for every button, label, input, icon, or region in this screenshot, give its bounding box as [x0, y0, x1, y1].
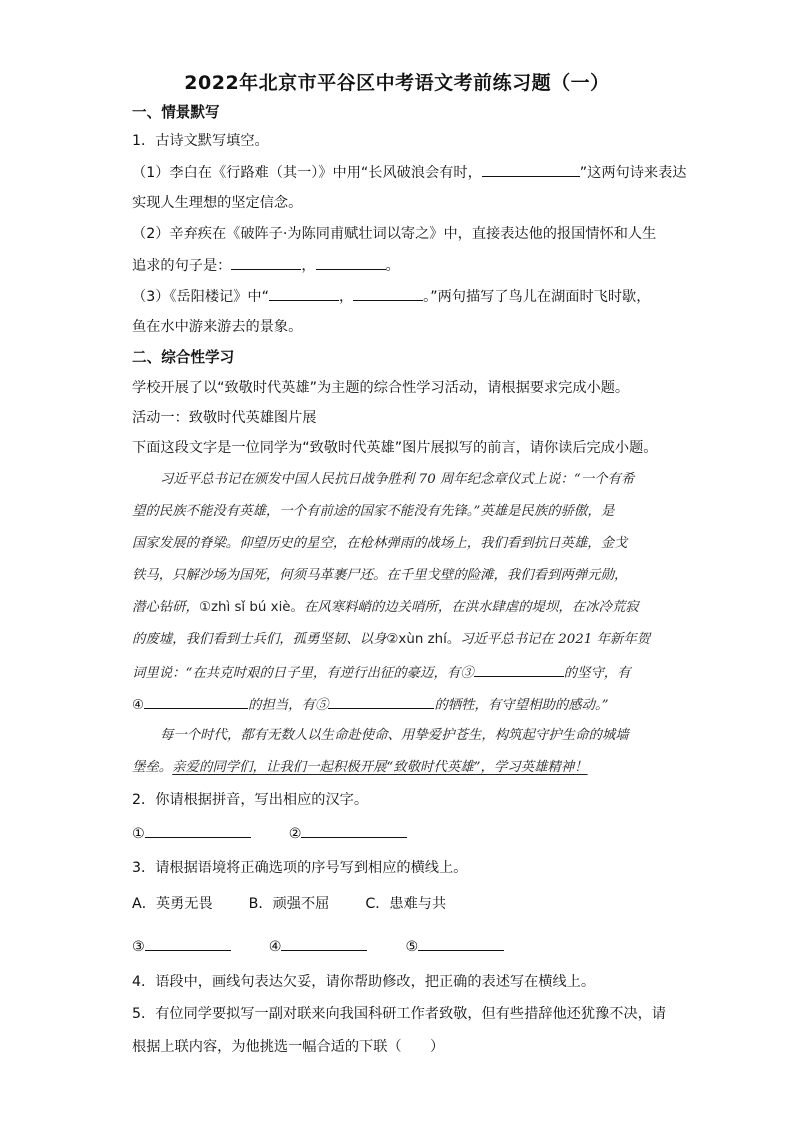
passage-text: 在风寒料峭的边关哨所，在洪水肆虐的堤坝，在冰冷荒寂 [303, 600, 639, 615]
q3-option-b: B．顽强不屈 [248, 896, 330, 912]
q1-part2-end: 。 [385, 258, 400, 274]
answer-blank[interactable] [316, 255, 386, 270]
q3-options [132, 894, 446, 914]
q3-answer-blank-5[interactable] [418, 936, 504, 951]
q1-part3-text-b: 。”两句描写了鸟儿在湖面时飞时歇， [423, 289, 651, 305]
answer-blank[interactable] [353, 286, 423, 301]
question-5-line2: 根据上联内容，为他挑选一幅合适的下联（ ） [132, 1039, 445, 1055]
passage-text: 习近平总书记在 2021 年新年贺 [460, 632, 651, 647]
passage-text: 的担当，有⑤ [248, 698, 329, 713]
passage-text: 的废墟，我们看到士兵们，孤勇坚韧、以身 [132, 632, 387, 647]
q1-part3-sep: ， [338, 289, 354, 305]
q1-part3-line1 [132, 286, 650, 307]
q1-part1-text-b: ”这两句诗来表达 [579, 165, 687, 181]
passage-line [132, 758, 588, 778]
section2-instruction: 下面这段文字是一位同学为“致敬时代英雄”图片展拟写的前言，请你读后完成小题。 [132, 440, 658, 456]
section-heading-2: 二、综合性学习 [132, 349, 235, 366]
passage-text: 堡垒。 [132, 760, 173, 775]
passage-line: 国家发展的脊梁。仰望历史的星空，在枪林弹雨的战场上，我们看到抗日英雄，金戈 [132, 536, 628, 551]
question-1: 1．古诗文默写填空。 [132, 133, 269, 149]
passage-text: 的牺牲，有守望相助的感动。” [434, 698, 609, 713]
q3-label-5: ⑤ [405, 939, 419, 955]
q3-option-c: C．患难与共 [365, 896, 447, 912]
q1-part1-line1 [132, 162, 686, 183]
circled-number-4: ④ [132, 698, 145, 713]
q1-part2-sep: ， [301, 258, 316, 274]
passage-line: 望的民族不能没有英雄，一个有前途的国家不能没有先锋。”英雄是民族的骄傲，是 [132, 504, 615, 519]
page-title: 2022年北京市平谷区中考语文考前练习题（一） [184, 72, 610, 94]
q1-part2-line2 [132, 255, 400, 276]
passage-text: 的坚守，有 [563, 666, 631, 681]
q2-answer-blank-1[interactable] [145, 823, 251, 838]
q1-part1-line2: 实现人生理想的坚定信念。 [132, 195, 303, 211]
q1-part2-text: 追求的句子是： [132, 258, 232, 274]
q2-answer-blank-2[interactable] [301, 823, 407, 838]
question-5-line1: 5．有位同学要拟写一副对联来向我国科研工作者致敬，但有些措辞他还犹豫不决，请 [132, 1006, 666, 1022]
q2-label-1: ① [132, 826, 145, 842]
q3-answer-blank-4[interactable] [281, 936, 367, 951]
pinyin-2: ②xùn zhí。 [386, 632, 461, 647]
section-heading-1: 一、情景默写 [132, 104, 220, 121]
answer-blank[interactable] [269, 286, 339, 301]
passage-line [132, 662, 631, 684]
question-4: 4．语段中，画线句表达欠妥，请你帮助修改，把正确的表述写在横线上。 [132, 974, 596, 990]
question-2: 2．你请根据拼音，写出相应的汉字。 [132, 792, 369, 808]
passage-line [132, 694, 609, 716]
q1-part1-text-a: （1）李白在《行路难（其一）》中用“长风破浪会有时， [132, 165, 482, 181]
underlined-sentence: 亲爱的同学们，让我们一起积极开展“致敬时代英雄”，学习英雄精神！ [172, 760, 588, 775]
pinyin-1: ①zhì sǐ bú xiè。 [198, 600, 304, 615]
passage-text: 词里说：“在共克时艰的日子里，有逆行出征的豪迈，有③ [132, 666, 474, 681]
q1-part3-line2: 鱼在水中游来游去的景象。 [132, 319, 303, 335]
q1-part3-text-a: （3）《岳阳楼记》中“ [132, 289, 269, 305]
q3-answer-row [132, 936, 504, 957]
passage-line: 铁马，只解沙场为国死，何须马革裹尸还。在千里戈壁的险滩，我们看到两弹元勋， [132, 568, 628, 583]
answer-blank-4[interactable] [144, 694, 248, 709]
passage-line [132, 630, 650, 650]
q2-label-2: ② [288, 826, 302, 842]
q3-label-4: ④ [268, 939, 282, 955]
q3-option-a: A．英勇无畏 [132, 896, 213, 912]
q2-answer-row [132, 823, 407, 844]
passage-text: 潜心钻研， [132, 600, 199, 615]
answer-blank-5[interactable] [328, 694, 434, 709]
q3-answer-blank-3[interactable] [145, 936, 231, 951]
section2-intro: 学校开展了以“致敬时代英雄”为主题的综合性学习活动，请根据要求完成小题。 [132, 380, 630, 396]
passage-line: 习近平总书记在颁发中国人民抗日战争胜利 70 周年纪念章仪式上说：“一个有希 [160, 472, 635, 487]
activity-title: 活动一：致敬时代英雄图片展 [132, 410, 317, 426]
q3-label-3: ③ [132, 939, 145, 955]
q1-part2-line1: （2）辛弃疾在《破阵子·为陈同甫赋壮词以寄之》中，直接表达他的报国情怀和人生 [132, 226, 657, 242]
answer-blank[interactable] [482, 162, 580, 177]
question-3: 3．请根据语境将正确选项的序号写到相应的横线上。 [132, 860, 468, 876]
passage-line [132, 598, 639, 618]
answer-blank[interactable] [231, 255, 301, 270]
passage-line: 每一个时代，都有无数人以生命赴使命、用挚爱护苍生，构筑起守护生命的城墙 [160, 728, 629, 743]
answer-blank-3[interactable] [474, 662, 564, 677]
